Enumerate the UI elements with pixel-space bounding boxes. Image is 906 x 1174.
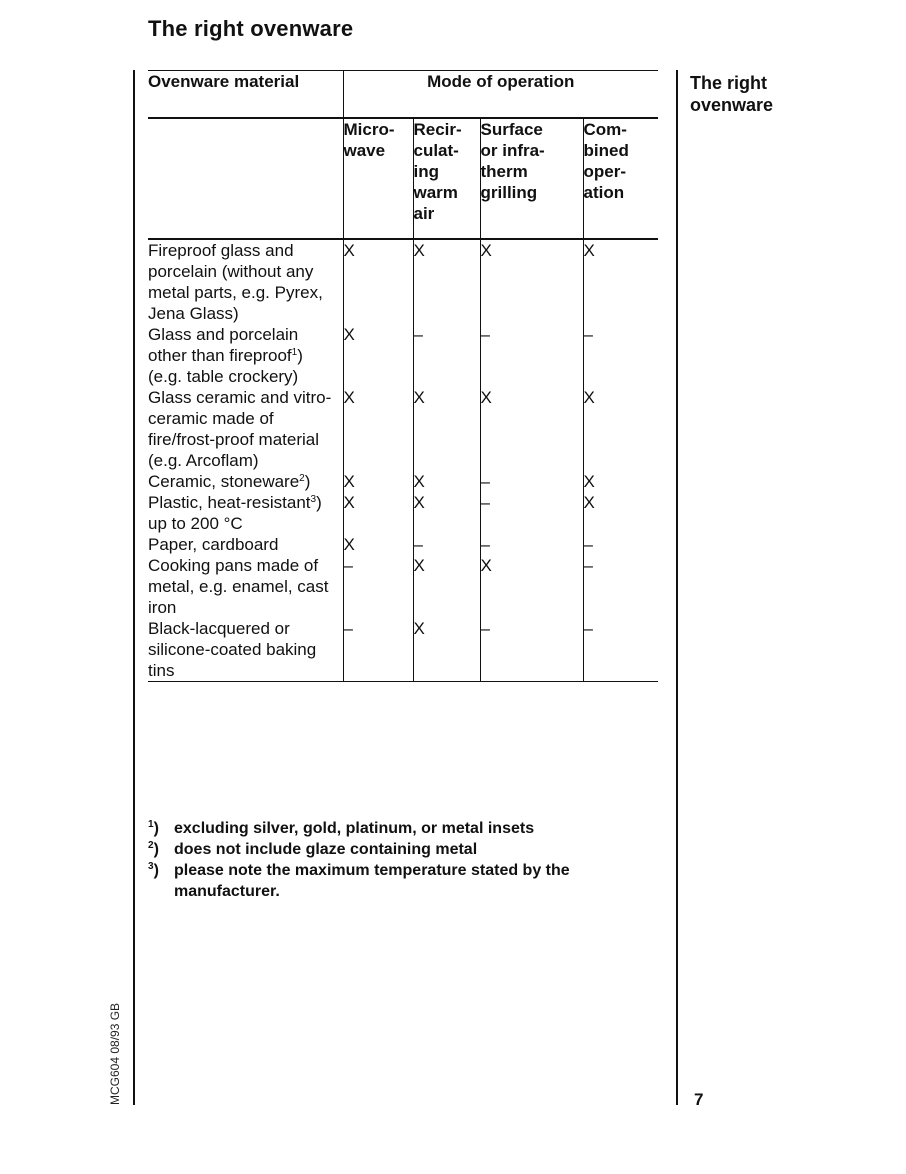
material-cell: Plastic, heat-resistant$^3$) up to 200 °C xyxy=(148,493,322,533)
suitability-cell: X xyxy=(343,492,413,534)
suitability-cell: – xyxy=(413,324,480,387)
suitability-cell: – xyxy=(583,555,658,618)
mode-header-surface-grilling: Surface or infra- therm grilling xyxy=(480,118,583,239)
suitability-cell: – xyxy=(480,471,583,492)
footnote-mark: $^2$) xyxy=(148,840,159,858)
suitability-cell: – xyxy=(413,534,480,555)
mode-header-recirculating-air: Recir- culat- ing warm air xyxy=(413,118,480,239)
footnote-mark: $^1$) xyxy=(148,819,159,837)
suitability-cell: X xyxy=(413,471,480,492)
ovenware-table xyxy=(148,70,658,682)
suitability-cell: – xyxy=(583,324,658,387)
suitability-cell: X xyxy=(343,471,413,492)
mode-header-microwave: Micro- wave xyxy=(343,118,413,239)
suitability-cell: – xyxy=(343,618,413,682)
suitability-cell: X xyxy=(583,239,658,324)
mode-of-operation-header: Mode of operation xyxy=(343,71,658,119)
material-cell: Paper, cardboard xyxy=(148,535,279,554)
footnote-mark: $^3$) xyxy=(148,861,159,879)
suitability-cell: – xyxy=(480,534,583,555)
suitability-cell: X xyxy=(480,239,583,324)
mode-header-combined: Com- bined oper- ation xyxy=(583,118,658,239)
suitability-cell: X xyxy=(413,555,480,618)
suitability-cell: X xyxy=(343,534,413,555)
suitability-cell: X xyxy=(343,324,413,387)
table-row xyxy=(148,618,658,682)
table-row xyxy=(148,239,658,324)
suitability-cell: – xyxy=(583,534,658,555)
suitability-cell: X xyxy=(480,387,583,471)
footnote-reference: 3 xyxy=(310,494,317,505)
suitability-cell: – xyxy=(343,555,413,618)
page-title: The right ovenware xyxy=(148,16,354,41)
page-number: 7 xyxy=(694,1090,704,1109)
material-cell: Black-lacquered or silicone-coated baking tins xyxy=(148,618,343,682)
suitability-cell: – xyxy=(480,618,583,682)
material-header-spacer xyxy=(148,118,343,239)
table-row xyxy=(148,534,658,555)
table-row xyxy=(148,324,658,387)
table-header-row xyxy=(148,71,658,119)
footnotes xyxy=(148,818,664,902)
table-row xyxy=(148,555,658,618)
suitability-cell: – xyxy=(583,618,658,682)
suitability-cell: X xyxy=(413,492,480,534)
suitability-cell: – xyxy=(480,492,583,534)
table-row xyxy=(148,471,658,492)
suitability-cell: X xyxy=(343,387,413,471)
suitability-cell: X xyxy=(480,555,583,618)
material-cell: Glass and porcelain other than fireproof$^1$) (e.g. table crockery) xyxy=(148,325,303,386)
left-margin-rule xyxy=(133,70,135,1105)
material-cell: Ceramic, stoneware$^2$) xyxy=(148,472,311,491)
mode-header-row xyxy=(148,118,658,239)
table-row xyxy=(148,492,658,534)
side-title: The right ovenware xyxy=(690,73,774,115)
material-cell: Glass ceramic and vitro-ceramic made of fire/frost-proof material (e.g. Arcoflam) xyxy=(148,388,332,470)
suitability-cell: X xyxy=(413,618,480,682)
footnote: $^3$) please note the maximum temperature stated by the manufacturer. xyxy=(148,861,570,900)
material-cell: Cooking pans made of metal, e.g. enamel, cast iron xyxy=(148,556,329,617)
material-cell: Fireproof glass and porcelain (without any metal parts, e.g. Pyrex, Jena Glass) xyxy=(148,241,323,323)
material-column-header: Ovenware material xyxy=(148,71,343,119)
document-code: MCG604 08/93 GB xyxy=(108,1002,122,1105)
suitability-cell: X xyxy=(413,387,480,471)
footnote: $^2$) does not include glaze containing metal xyxy=(148,840,478,858)
suitability-cell: X xyxy=(583,492,658,534)
suitability-cell: X xyxy=(413,239,480,324)
suitability-cell: X xyxy=(583,387,658,471)
footnote-reference: 1 xyxy=(291,347,298,358)
table-row xyxy=(148,387,658,471)
suitability-cell: – xyxy=(480,324,583,387)
footnote-reference: 2 xyxy=(299,473,305,484)
suitability-cell: X xyxy=(343,239,413,324)
right-margin-rule xyxy=(676,70,678,1105)
suitability-cell: X xyxy=(583,471,658,492)
footnote: $^1$) excluding silver, gold, platinum, or metal insets xyxy=(148,819,535,837)
